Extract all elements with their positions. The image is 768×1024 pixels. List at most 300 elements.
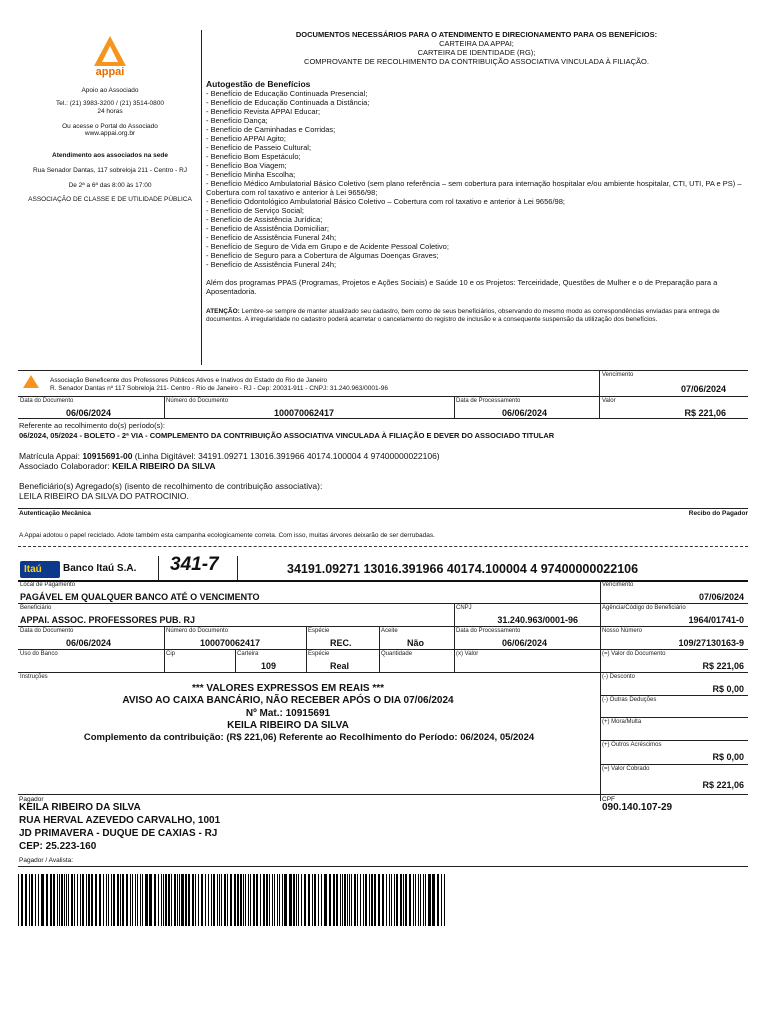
documents-item: CARTEIRA DE IDENTIDADE (RG); [417,48,536,57]
receipt-data-proc-label: Data de Processamento [456,398,521,404]
barcode-bar [18,874,19,926]
barcode-bar [413,874,414,926]
barcode-bar [168,874,170,926]
barcode-bar [181,874,184,926]
x-valor-label: (x) Valor [456,651,479,657]
barcode-bar [415,874,416,926]
barcode-bar [71,874,73,926]
barcode-bar [382,874,384,926]
barcode-bar [77,874,78,926]
barcode-bar [59,874,60,926]
barcode-bar [400,874,402,926]
receipt-ref-text: 06/2024, 05/2024 - BOLETO - 2ª VIA - COMPLEMENTO DA CONTRIBUIÇÃO ASSOCIATIVA VINCULADA À FILIAÇÃO E DEVER DO ASSOCIADO TITULAR [19,431,555,440]
appai-schedule: De 2ª a 6ª das 8:00 às 17:00 [68,182,152,189]
appai-phone: Tel.: (21) 3983-3200 / (21) 3514-0800 [55,100,165,107]
receipt-num-doc-value: 100070062417 [274,408,335,418]
barcode-bar [277,874,278,926]
barcode-bar [329,874,331,926]
receipt-colaborador-line [19,461,216,471]
barcode-bar [103,874,104,926]
barcode-bar [41,874,44,926]
linha-digitavel[interactable]: 34191.09271 13016.391966 40174.100004 4 97400000022106 [287,562,639,576]
avalista-label: Pagador / Avalista: [19,857,74,864]
barcode-bar [437,874,439,926]
barcode-bar [296,874,297,926]
receipt-matricula: 10915691-00 [82,451,133,461]
barcode-bar [363,874,364,926]
benefit-item: - Benefício de Assistência Funeral 24h; [206,260,337,269]
benefit-item: - Benefício Boa Viagem; [206,161,287,170]
barcode-bar [171,874,172,926]
row-border [18,794,748,795]
nosso-numero-cell [600,627,748,649]
barcode-bar [389,874,390,926]
uso-banco-cell [18,650,164,672]
barcode-bar [425,874,426,926]
barcode-bar [158,874,159,926]
barcode-bar [354,874,356,926]
cnpj-label: CNPJ [456,605,472,611]
cpf-value: 090.140.107-29 [602,802,673,813]
barcode-bar [188,874,190,926]
barcode-bar [108,874,109,926]
barcode-bar [405,874,407,926]
outras-deducoes-cell [600,696,748,717]
barcode-bar [256,874,258,926]
receipt-agregado: LEILA RIBEIRO DA SILVA DO PATROCINIO. [19,491,189,501]
receipt-matricula-prefix: Matrícula Appai: [19,451,83,461]
data-doc-cell [18,627,164,649]
barcode-bar [91,874,93,926]
barcode-bar [347,874,348,926]
barcode [18,874,448,926]
barcode-bar [423,874,424,926]
documents-item: CARTEIRA DA APPAI; [439,39,514,48]
receipt-colaborador-prefix: Associado Colaborador: [19,461,113,471]
programs-text: Além dos programas PPAS (Programas, Projetos e Ações Sociais) e Saúde 10 e os Projetos: Terceiridade, Questões de Mulher e o de Preparação para a Aposentadoria. [206,278,718,296]
barcode-bar [293,874,295,926]
benefit-item: - Benefício Minha Escolha; [206,170,296,179]
pagador-name: KEILA RIBEIRO DA SILVA [19,802,141,813]
barcode-bar [80,874,81,926]
receipt-num-doc-label: Número do Documento [166,398,229,404]
attention-note [206,308,746,324]
receipt-row-border [18,418,748,419]
receipt-data-doc-cell [18,397,164,419]
receipt-colaborador: KEILA RIBEIRO DA SILVA [112,461,216,471]
benefits-title: Autogestão de Benefícios [206,79,311,89]
barcode-bar [211,874,212,926]
barcode-bar [201,874,203,926]
especie2-value: Real [330,661,350,671]
barcode-bar [145,874,148,926]
barcode-bar [371,874,373,926]
beneficiario-value: APPAI. ASSOC. PROFESSORES PUB. RJ [20,615,196,625]
barcode-bar [230,874,232,926]
barcode-bar [357,874,358,926]
barcode-bar [106,874,107,926]
pagador-address: RUA HERVAL AZEVEDO CARVALHO, 1001 [19,815,221,826]
data-doc-value: 06/06/2024 [66,638,112,648]
barcode-bar [360,874,361,926]
barcode-bar [154,874,156,926]
barcode-bar [391,874,392,926]
barcode-bar [174,874,176,926]
barcode-bar [95,874,97,926]
barcode-bar [418,874,419,926]
barcode-bar [250,874,251,926]
barcode-bar [117,874,119,926]
instrucoes-label: Instruções [20,674,48,680]
itau-logo [20,561,60,578]
data-doc-label: Data do Documento [20,628,74,634]
cnpj-value: 31.240.963/0001-96 [497,615,578,625]
barcode-bar [53,874,55,926]
barcode-bar [66,874,67,926]
instrucoes-area [18,673,600,801]
aceite-value: Não [407,638,425,648]
instrucao-line: *** VALORES EXPRESSOS EM REAIS *** [191,683,385,694]
barcode-bar [165,874,167,926]
agencia-value: 1964/01741-0 [688,615,744,625]
data-proc-value: 06/06/2024 [502,638,548,648]
barcode-bar [298,874,299,926]
benefit-item: - Benefício de Educação Continuada Presencial; [206,89,368,98]
beneficiario-label: Beneficiário [20,605,52,611]
appai-info-panel [20,30,200,365]
barcode-bar [369,874,370,926]
local-pagamento-value: PAGÁVEL EM QUALQUER BANCO ATÉ O VENCIMENTO [20,592,260,602]
benefit-item: - Benefício Dança; [206,116,268,125]
benefit-item: - Benefício de Seguro de Vida em Grupo e de Acidente Pessoal Coletivo; [206,242,449,251]
barcode-bar [221,874,222,926]
barcode-bar [266,874,268,926]
documents-item: COMPROVANTE DE RECOLHIMENTO DA CONTRIBUIÇÃO ASSOCIATIVA VINCULADA À FILIAÇÃO. [304,57,649,66]
receipt-data-doc-value: 06/06/2024 [66,408,112,418]
cip-cell [164,650,235,672]
barcode-bar [50,874,52,926]
instrucao-line: Complemento da contribuição: (R$ 221,06) Referente ao Recolhimento do Período: 06/2024, 05/2024 [83,732,535,743]
itau-logo-text: Itaú [24,564,42,575]
mora-multa-label: (+) Mora/Multa [602,719,642,725]
receipt-data-proc-cell [454,397,600,419]
barcode-bar [365,874,367,926]
receipt-recibo-label: Recibo do Pagador [688,510,748,517]
barcode-bar [224,874,226,926]
agencia-cell [600,604,748,626]
especie-label: Espécie [308,628,330,634]
benefit-item: - Benefício Odontológico Ambulatorial Básico Coletivo – Cobertura com rol taxativo e anterior à Lei 9656/98; [206,197,565,206]
barcode-bar [111,874,112,926]
receipt-agregado-label: Beneficiário(s) Agregado(s) (isento de recolhimento de contribuição associativa): [19,481,323,491]
barcode-bar [21,874,23,926]
benefits-section [206,79,746,324]
barcode-bar [260,874,261,926]
appai-hours: 24 horas [97,108,123,115]
cnpj-cell [454,604,600,626]
bank-code: 341-7 [170,554,219,575]
barcode-bar [219,874,220,926]
desconto-value: R$ 0,00 [712,684,744,694]
barcode-bar [99,874,101,926]
barcode-bar [208,874,209,926]
barcode-bar [420,874,421,926]
pagador-cep: CEP: 25.223-160 [19,841,97,852]
benefit-item: - Benefício Bom Espetáculo; [206,152,301,161]
barcode-bar [272,874,273,926]
barcode-bar [113,874,115,926]
bank-divider [237,556,238,580]
barcode-bar [234,874,236,926]
especie2-cell [306,650,379,672]
vencimento-value: 07/06/2024 [698,592,744,602]
appai-logo-text: appai [95,66,125,78]
barcode-bar [35,874,36,926]
valor-cobrado-value: R$ 221,06 [702,780,744,790]
barcode-bar [279,874,280,926]
aceite-cell [379,627,454,649]
valor-documento-value: R$ 221,06 [702,661,744,671]
bank-name: Banco Itaú S.A. [63,563,137,574]
barcode-bar [240,874,242,926]
barcode-bar [38,874,39,926]
receipt-vencimento-value: 07/06/2024 [680,384,726,394]
outras-deducoes-label: (-) Outras Deduções [602,697,657,703]
barcode-bar [237,874,239,926]
barcode-bar [289,874,292,926]
receipt-ref-label: Referente ao recolhimento do(s) período(s): [19,421,165,430]
barcode-bar [205,874,206,926]
pagador-city: JD PRIMAVERA - DUQUE DE CAXIAS - RJ [19,828,218,839]
barcode-bar [396,874,398,926]
receipt-valor-label: Valor [602,398,616,404]
nosso-numero-value: 109/27130163-9 [678,638,744,648]
barcode-bar [333,874,335,926]
cpf-label: CPF [602,796,615,803]
receipt-valor-cell [600,397,748,419]
barcode-bar [374,874,376,926]
barcode-bar [88,874,90,926]
agencia-label: Agência/Código do Beneficiário [602,605,686,611]
barcode-bar [64,874,65,926]
barcode-bar [394,874,395,926]
local-pagamento-cell [18,581,600,603]
receipt-assoc-name: Associação Beneficente dos Professores Públicos Ativos e Inativos do Estado do Rio de Janeiro [50,377,328,384]
barcode-bar [324,874,327,926]
benefit-item: - Benefício de Passeio Cultural; [206,143,312,152]
x-valor-cell [454,650,600,672]
carteira-label: Carteira [237,651,259,657]
barcode-bar [274,874,275,926]
num-doc-value: 100070062417 [200,638,261,648]
benefit-item: - Benefício de Assistência Jurídica; [206,215,323,224]
receipt-autenticacao: Autenticação Mecânica [19,510,91,517]
benefit-item: - Benefício Revista APPAI Educar; [206,107,321,116]
barcode-bar [227,874,228,926]
receipt-num-doc-cell [164,397,454,419]
valor-documento-cell [600,650,748,672]
benefit-item: - Benefício APPAI Agito; [206,134,286,143]
barcode-bar [25,874,27,926]
quantidade-label: Quantidade [381,651,413,657]
receipt-auth-border [18,508,748,509]
barcode-bar [336,874,338,926]
appai-support-title: Apoio ao Associado [81,87,139,94]
appai-address: Rua Senador Dantas, 117 sobreloja 211 - Centro - RJ [32,167,188,174]
barcode-bar [344,874,346,926]
barcode-bar [321,874,322,926]
appai-portal-link[interactable]: www.appai.org.br [84,130,136,137]
barcode-bar [46,874,48,926]
barcode-bar [31,874,33,926]
especie-cell [306,627,379,649]
receipt-assoc-address: R. Senador Dantas nº 117 Sobreloja 211- Centro - Rio de Janeiro - RJ - Cep: 20031-911 - CNPJ: 31.240.963/0001-96 [50,385,389,392]
receipt-vencimento-cell [600,371,748,395]
barcode-bar [428,874,431,926]
barcode-bar [163,874,164,926]
barcode-bar [149,874,152,926]
beneficiario-cell [18,604,454,626]
barcode-bar [86,874,87,926]
barcode-bar [126,874,128,926]
documents-title: DOCUMENTOS NECESSÁRIOS PARA O ATENDIMENTO E DIRECIONAMENTO PARA OS BENEFÍCIOS: [295,30,658,39]
bank-divider [158,556,159,580]
receipt-data-proc-value: 06/06/2024 [502,408,548,418]
barcode-bar [198,874,199,926]
aceite-label: Aceite [381,628,398,634]
outros-acrescimos-label: (+) Outros Acréscimos [602,742,662,748]
barcode-bar [132,874,133,926]
barcode-bar [140,874,141,926]
especie-value: REC. [330,638,352,648]
barcode-bar [409,874,411,926]
benefit-item: - Benefício de Serviço Social; [206,206,304,215]
barcode-bar [185,874,187,926]
instrucao-line: KEILA RIBEIRO DA SILVA [227,720,349,731]
pagador-label: Pagador [19,796,44,803]
barcode-bar [340,874,341,926]
quantidade-cell [379,650,454,672]
barcode-bar [57,874,58,926]
documents-section [205,30,748,66]
appai-class-text: ASSOCIAÇÃO DE CLASSE E DE UTILIDADE PÚBLICA [28,196,192,203]
barcode-bar [441,874,442,926]
attention-label: ATENÇÃO: [206,308,240,315]
top-divider [201,30,202,365]
barcode-bar [213,874,215,926]
barcode-bar [351,874,352,926]
carteira-cell [235,650,306,672]
appai-attendance-title: Atendimento aos associados na sede [52,152,168,159]
instrucao-line: Nº Mat.: 10915691 [245,708,331,719]
barcode-bar [378,874,380,926]
num-doc-label: Número do Documento [166,628,229,634]
benefit-item: - Benefício de Caminhadas e Corridas; [206,125,336,134]
desconto-label: (-) Desconto [602,674,636,680]
receipt-matricula-line [19,451,748,461]
barcode-bar [142,874,143,926]
barcode-bar [314,874,316,926]
attention-text: Lembre-se sempre de manter atualizado seu cadastro, bem como de seus beneficiários, observando do mesmo modo as correspondências enviadas para entrega de documentos. A irregularidade no cadastro poderá acarretar o cancelamento do registro de inclusão e a consequente suspensão da utilização dos benefícios. [206,308,720,323]
barcode-bar [284,874,287,926]
barcode-bar [263,874,265,926]
barcode-bar [61,874,63,926]
barcode-bar [135,874,136,926]
barcode-bar [349,874,350,926]
vencimento-label: Vencimento [602,582,634,588]
instrucao-line: AVISO AO CAIXA BANCÁRIO, NÃO RECEBER APÓS O DIA 07/06/2024 [122,695,454,706]
valor-documento-label: (=) Valor do Documento [602,651,666,657]
barcode-bar [217,874,218,926]
valor-cobrado-cell [600,765,748,791]
outros-acrescimos-value: R$ 0,00 [712,752,744,762]
carteira-value: 109 [261,661,277,671]
barcode-bar [318,874,319,926]
benefit-item: - Benefício Médico Ambulatorial Básico Coletivo (sem plano referência – sem cobertura para internação hospitalar e/ou ambiente hospitalar, CTI, UTI, PA e PS) – Cobertura com rol taxativo e anterior à Lei 9656/98; [206,179,742,197]
appai-small-logo-icon [22,374,40,390]
benefit-item: - Benefício de Educação Continuada a Distância; [206,98,370,107]
barcode-bar [74,874,75,926]
especie2-label: Espécie [308,651,330,657]
receipt-data-doc-label: Data do Documento [20,398,74,404]
pagador-bottom-border [18,866,748,867]
barcode-bar [301,874,302,926]
num-doc-cell [164,627,306,649]
barcode-bar [177,874,178,926]
data-proc-cell [454,627,600,649]
barcode-bar [120,874,121,926]
desconto-cell [600,673,748,695]
barcode-bar [282,874,283,926]
barcode-bar [68,874,69,926]
vencimento-cell [600,581,748,603]
receipt-eco-note: A Appai adotou o papel reciclado. Adote também esta campanha ecologicamente correta. Com isso, muitas árvores deixarão de ser derrubadas. [19,532,435,539]
mora-multa-cell [600,718,748,739]
barcode-bar [161,874,162,926]
barcode-bar [386,874,387,926]
barcode-bar [245,874,246,926]
benefit-item: - Benefício de Assistência Domiciliar; [206,224,329,233]
barcode-bar [342,874,343,926]
barcode-bar [179,874,180,926]
barcode-bar [29,874,30,926]
barcode-bar [403,874,404,926]
barcode-bar [304,874,306,926]
cip-label: Cip [166,651,176,657]
local-pagamento-label: Local de Pagamento [20,582,76,588]
barcode-bar [432,874,435,926]
barcode-bar [243,874,244,926]
barcode-bar [269,874,270,926]
barcode-bar [444,874,445,926]
benefit-item: - Benefício de Seguro para a Cobertura de Algumas Doenças Graves; [206,251,439,260]
valor-cobrado-label: (=) Valor Cobrado [602,766,650,772]
barcode-bar [308,874,310,926]
receipt-linha-digitavel: (Linha Digitável: 34191.09271 13016.391966 40174.100004 4 97400000022106) [132,451,440,461]
benefit-item: - Benefício de Assistência Funeral 24h; [206,233,337,242]
outros-acrescimos-cell [600,741,748,763]
barcode-bar [195,874,196,926]
barcode-bar [122,874,124,926]
barcode-bar [137,874,138,926]
receipt-vencimento-label: Vencimento [602,372,634,378]
barcode-bar [130,874,131,926]
uso-banco-label: Uso do Banco [20,651,58,657]
barcode-bar [312,874,313,926]
barcode-bar [192,874,194,926]
cut-line [18,546,748,547]
nosso-numero-label: Nosso Número [602,628,643,634]
